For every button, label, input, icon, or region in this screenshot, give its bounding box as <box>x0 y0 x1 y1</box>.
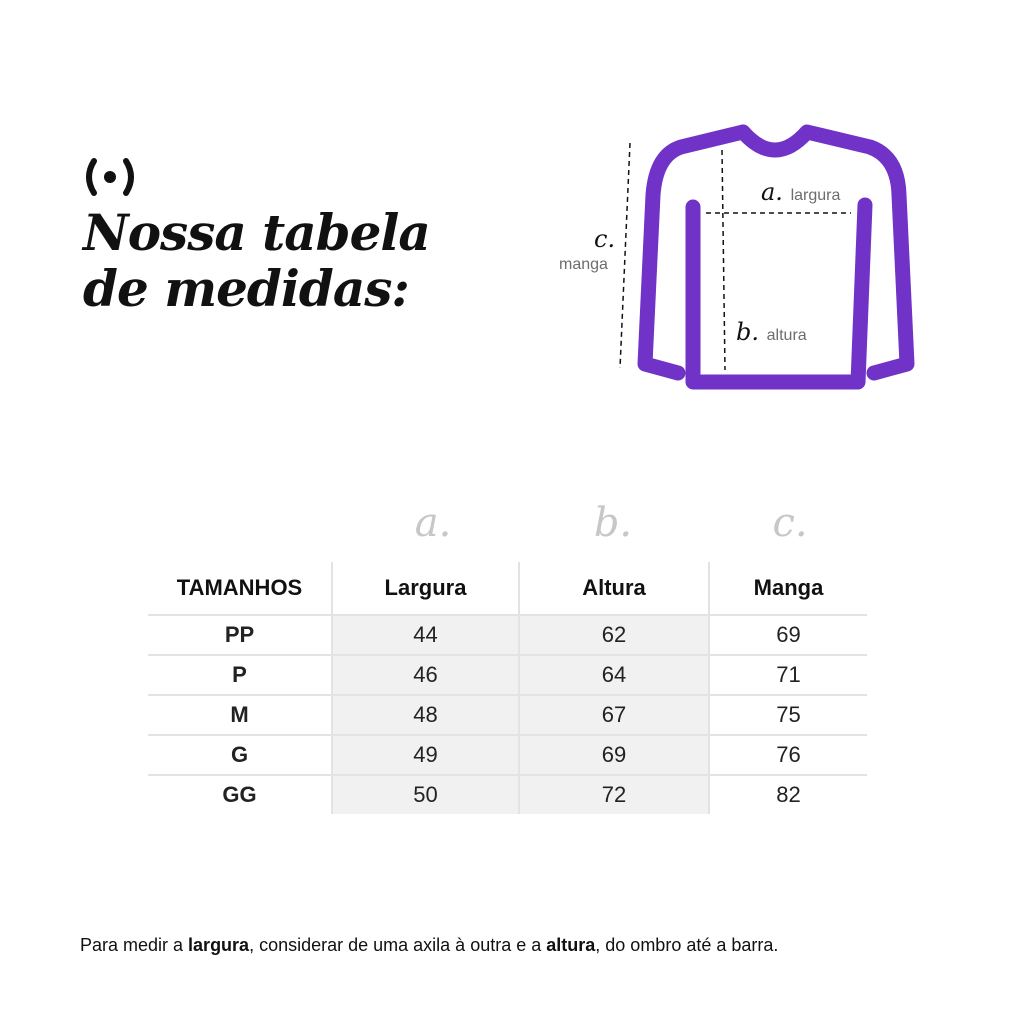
altura-cell: 69 <box>519 735 709 775</box>
largura-cell: 49 <box>332 735 519 775</box>
largura-cell: 44 <box>332 615 519 655</box>
size-cell: G <box>148 735 332 775</box>
altura-cell: 62 <box>519 615 709 655</box>
altura-cell: 67 <box>519 695 709 735</box>
column-letter-c: c. <box>772 500 808 546</box>
manga-cell: 82 <box>709 775 867 814</box>
size-cell: GG <box>148 775 332 814</box>
manga-cell: 76 <box>709 735 867 775</box>
altura-cell: 72 <box>519 775 709 814</box>
table-row <box>148 655 867 695</box>
column-letter-a: a. <box>414 500 452 546</box>
size-table <box>148 562 867 814</box>
header-tamanhos: TAMANHOS <box>176 575 303 600</box>
size-cell: P <box>148 655 332 695</box>
size-cell: PP <box>148 615 332 655</box>
manga-cell: 71 <box>709 655 867 695</box>
table-row <box>148 775 867 814</box>
title-emphasis: medidas <box>164 259 392 318</box>
manga-cell: 69 <box>709 615 867 655</box>
title-line-1: Nossa tabela <box>83 203 430 262</box>
title-line-2: de medidas: <box>83 259 409 318</box>
table-row <box>148 695 867 735</box>
size-cell: M <box>148 695 332 735</box>
manga-cell: 75 <box>709 695 867 735</box>
table-header-row <box>148 562 867 615</box>
label-b: b. altura <box>736 318 807 346</box>
largura-cell: 48 <box>332 695 519 735</box>
header-altura: Altura <box>519 562 709 615</box>
broadcast-dot-icon <box>82 156 138 198</box>
table-row <box>148 615 867 655</box>
altura-cell: 64 <box>519 655 709 695</box>
label-c-letter: c. <box>594 225 616 253</box>
page-title <box>83 205 430 317</box>
column-letter-b: b. <box>593 500 633 546</box>
table-row <box>148 735 867 775</box>
largura-cell: 46 <box>332 655 519 695</box>
measurement-note: Para medir a largura, considerar de uma axila à outra e a altura, do ombro até a barra. <box>80 935 779 955</box>
label-a: a. largura <box>761 178 841 206</box>
largura-cell: 50 <box>332 775 519 814</box>
header-largura: Largura <box>332 562 519 615</box>
header-manga: Manga <box>709 562 867 615</box>
shirt-measure-diagram <box>540 110 940 410</box>
label-c-word: manga <box>559 256 608 273</box>
